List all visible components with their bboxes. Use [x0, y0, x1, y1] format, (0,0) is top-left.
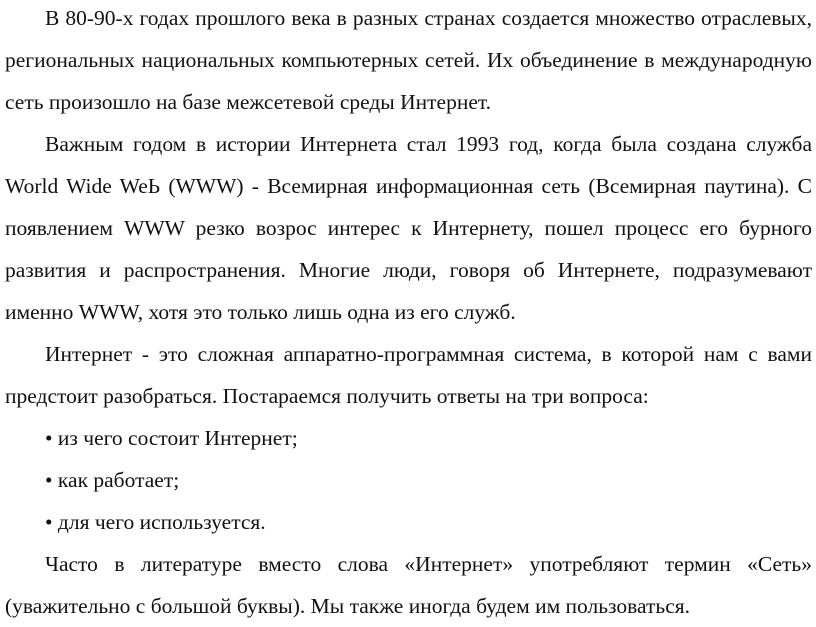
bullet-item: • из чего состоит Интернет; [45, 426, 298, 450]
bullet-item: • как работает; [45, 468, 180, 492]
paragraph-networks-history: В 80-90-х годах прошлого века в разных странах создается множество отраслевых, региональных национальных компьютерных сетей. Их объединение в международную сеть произошло на базе межсетевой среды Интернет. [5, 6, 812, 114]
bullet-item: • для чего используется. [45, 510, 266, 534]
paragraph-network-term: Часто в литературе вместо слова «Интернет» употребляют термин «Сеть» (уважительно с большой буквы). Мы также иногда будем им пользоваться. [5, 552, 812, 618]
paragraph-www-history: Важным годом в истории Интернета стал 1993 год, когда была создана служба World Wide WeЬ (WWW) - Всемирная информационная сеть (Всемирная паутина). С появлением WWW резко возрос интерес к Интернету, пошел процесс его бурного развития и распространения. Многие люди, говоря об Интернете, подразумевают именно WWW, хотя это только лишь одна из его служб. [5, 132, 812, 324]
paragraph-internet-system: Интернет - это сложная аппаратно-программная система, в которой нам с вами предстоит разобраться. Постараемся получить ответы на три вопроса: [5, 342, 812, 408]
